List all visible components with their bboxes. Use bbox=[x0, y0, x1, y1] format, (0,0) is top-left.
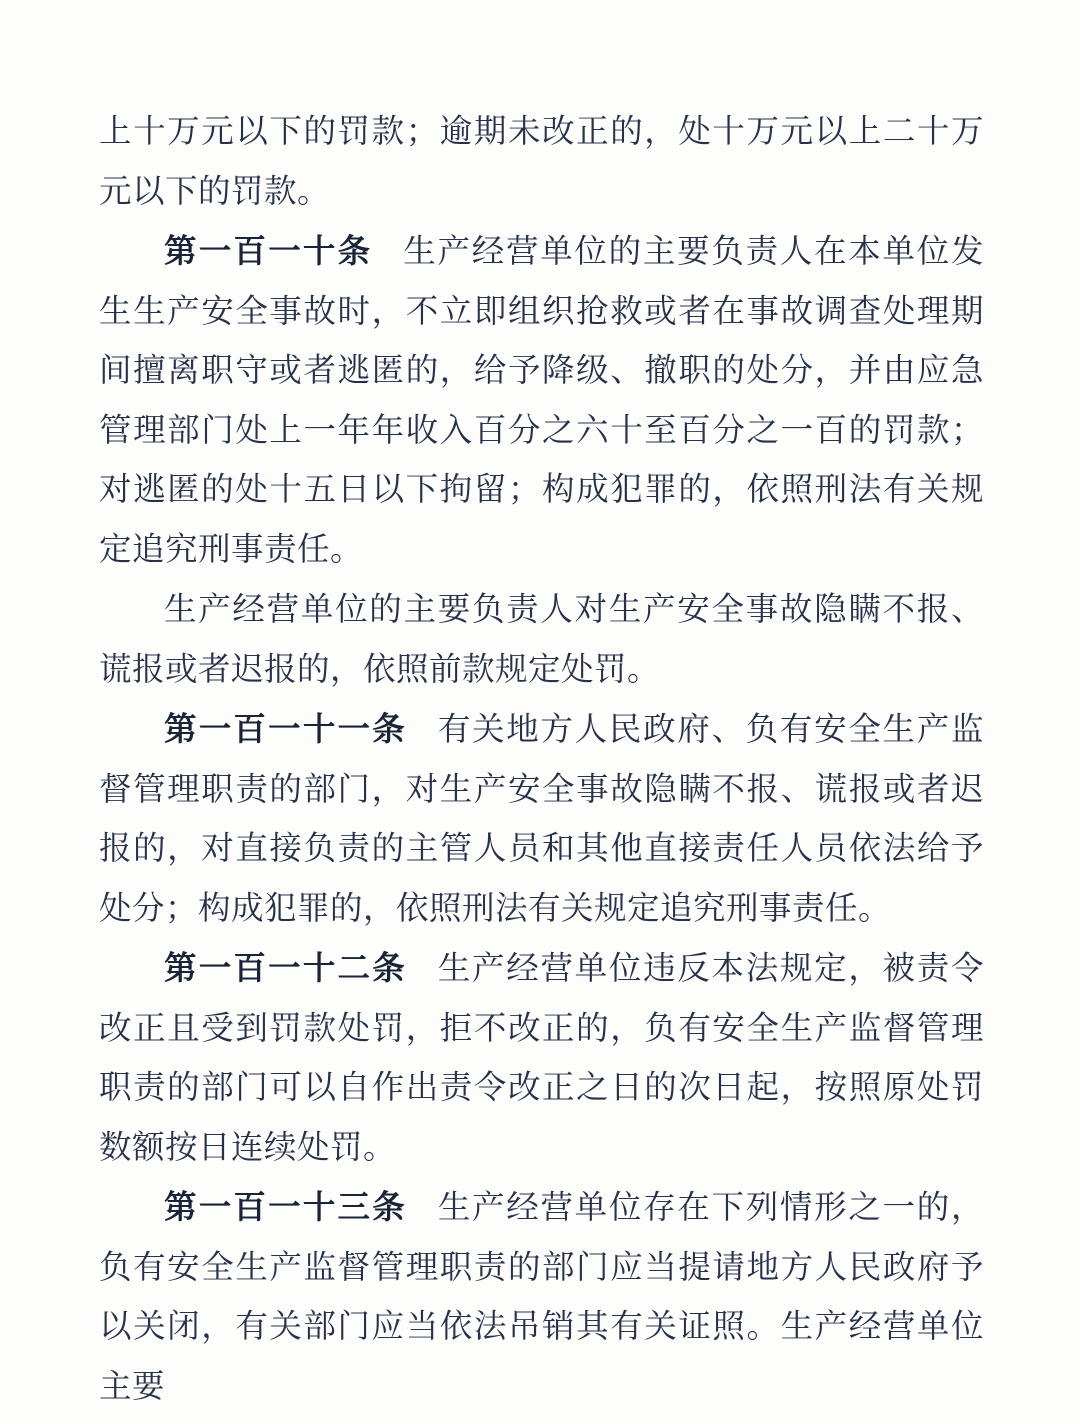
paragraph bbox=[99, 700, 984, 939]
article-number: 第一百一十一条 bbox=[164, 711, 407, 747]
article-number: 第一百一十三条 bbox=[164, 1189, 407, 1225]
paragraph-text: 上十万元以下的罚款；逾期未改正的，处十万元以上二十万元以下的罚款。 bbox=[99, 114, 984, 210]
paragraph-text: 生产经营单位违反本法规定，被责令改正且受到罚款处罚，拒不改正的，负有安全生产监督管理职责的部门可以自作出责令改正之日的次日起，按照原处罚数额按日连续处罚。 bbox=[99, 951, 984, 1166]
paragraph bbox=[99, 580, 984, 700]
article-number: 第一百一十二条 bbox=[164, 950, 407, 986]
paragraph bbox=[99, 102, 984, 222]
paragraph-text: 生产经营单位的主要负责人对生产安全事故隐瞒不报、谎报或者迟报的，依照前款规定处罚。 bbox=[99, 592, 984, 688]
paragraph bbox=[99, 222, 984, 580]
paragraph bbox=[99, 939, 984, 1178]
article-number: 第一百一十条 bbox=[164, 233, 373, 269]
paragraph-text: 有关地方人民政府、负有安全生产监督管理职责的部门，对生产安全事故隐瞒不报、谎报或者迟报的，对直接负责的主管人员和其他直接责任人员依法给予处分；构成犯罪的，依照刑法有关规定追究刑事责任。 bbox=[99, 712, 984, 927]
paragraph-text: 生产经营单位存在下列情形之一的，负有安全生产监督管理职责的部门应当提请地方人民政府予以关闭，有关部门应当依法吊销其有关证照。生产经营单位主要 bbox=[99, 1190, 984, 1405]
paragraph bbox=[99, 1178, 984, 1417]
paragraph-text: 生产经营单位的主要负责人在本单位发生生产安全事故时，不立即组织抢救或者在事故调查处理期间擅离职守或者逃匿的，给予降级、撤职的处分，并由应急管理部门处上一年年收入百分之六十至百分之一百的罚款；对逃匿的处十五日以下拘留；构成犯罪的，依照刑法有关规定追究刑事责任。 bbox=[99, 234, 984, 568]
